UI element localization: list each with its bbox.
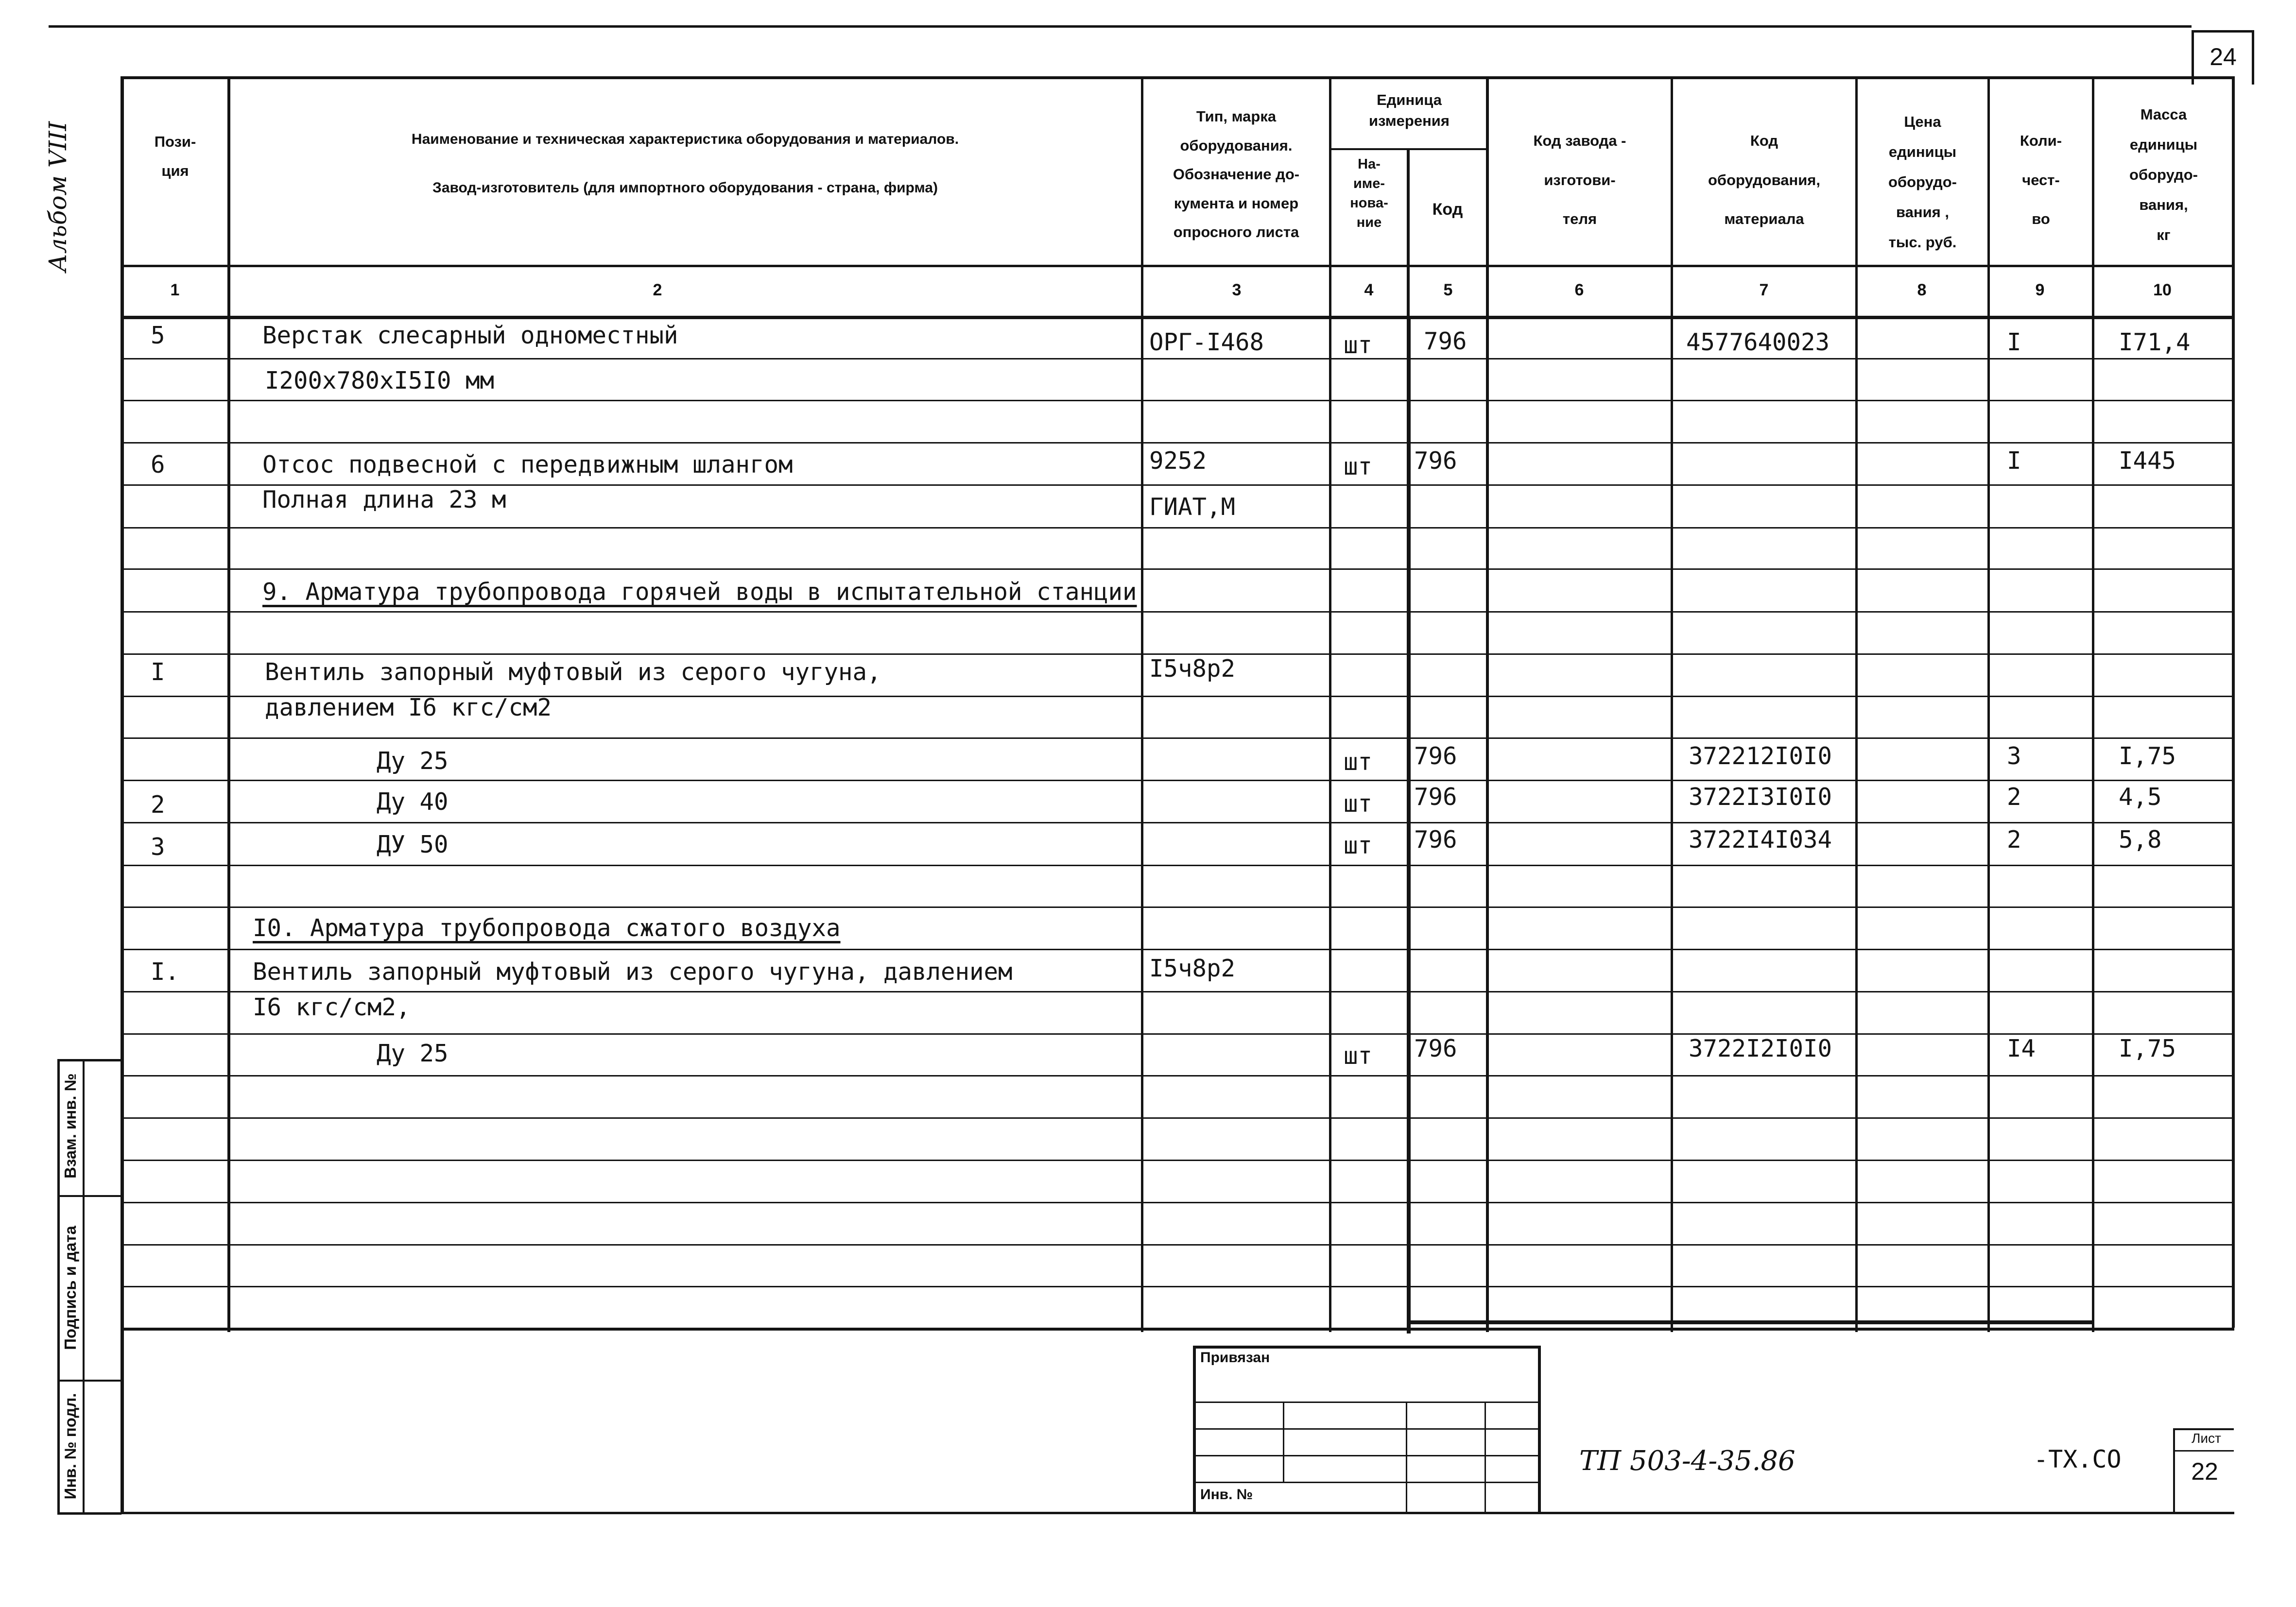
sheet-number-box-top	[2192, 30, 2254, 33]
table-row-name: Ду 40	[377, 788, 449, 816]
privyazan-label: Привязан	[1200, 1350, 1270, 1366]
table-row-type: ОРГ-I468	[1149, 328, 1264, 356]
table-row-equip-code: 3722I4I034	[1689, 826, 1832, 854]
header-quantity: Коли- чест- во	[2020, 132, 2062, 228]
header-price: Цена единицы оборудо- вания , тыс. руб.	[1888, 113, 1957, 251]
header-unit-name: На- име- нова- ние	[1350, 156, 1388, 231]
header-name-line2: Завод-изготовитель (для импортного оборудования - страна, фирма)	[432, 180, 938, 196]
colnum-10: 10	[2153, 281, 2172, 299]
table-row-type: 9252	[1149, 447, 1207, 475]
table-row-pos: I.	[151, 958, 180, 986]
table-row-name: давлением I6 кгс/см2	[265, 694, 552, 721]
table-row-code: 796	[1414, 742, 1457, 770]
colnum-5: 5	[1443, 281, 1453, 299]
colnum-7: 7	[1759, 281, 1769, 299]
colnum-3: 3	[1232, 281, 1242, 299]
table-row-equip-code: 3722I3I0I0	[1689, 783, 1832, 811]
section-heading: 9. Арматура трубопровода горячей воды в испытательной станции	[262, 578, 1137, 606]
side-field-vzam-inv: Взам. инв. №	[61, 1073, 79, 1179]
table-row-code: 796	[1414, 826, 1457, 854]
table-row-name: Ду 25	[377, 747, 449, 775]
header-name-line1: Наименование и техническая характеристика оборудования и материалов.	[411, 131, 959, 147]
table-row-mass: I71,4	[2119, 328, 2191, 356]
inv-number-label: Инв. №	[1200, 1487, 1253, 1503]
table-row-unit: шт	[1344, 832, 1373, 859]
table-row-type: ГИАТ,М	[1149, 493, 1236, 521]
header-equip-code: Код оборудования, материала	[1708, 132, 1820, 228]
table-row-name: Полная длина 23 м	[262, 486, 506, 513]
table-row-mass: I445	[2119, 447, 2176, 475]
table-row-code: 796	[1414, 447, 1457, 475]
table-row-mass: 4,5	[2119, 783, 2162, 811]
table-row-code: 796	[1414, 783, 1457, 811]
colnum-2: 2	[653, 281, 662, 299]
sheet-number: 24	[2210, 43, 2237, 70]
table-row-name: Отсос подвесной с передвижным шлангом	[262, 451, 793, 479]
table-row-equip-code: 4577640023	[1686, 328, 1830, 356]
side-field-inv-podl: Инв. № подл.	[61, 1393, 79, 1500]
table-row-equip-code: 3722I2I0I0	[1689, 1035, 1832, 1062]
table-row-pos: 6	[151, 451, 165, 479]
table-row-name: ДУ 50	[377, 831, 449, 858]
table-row-unit: шт	[1344, 790, 1373, 818]
table-row-code: 796	[1424, 327, 1467, 355]
table-row-pos: 3	[151, 833, 165, 861]
table-row-qty: I	[2007, 328, 2021, 356]
table-row-pos: I	[151, 658, 165, 686]
top-border-line	[49, 25, 2192, 28]
table-row-qty: I4	[2007, 1035, 2036, 1062]
table-row-qty: I	[2007, 447, 2021, 475]
table-row-name: Вентиль запорный муфтовый из серого чугуна,	[265, 658, 881, 686]
table-row-type: I5ч8р2	[1149, 955, 1236, 982]
table-row-mass: I,75	[2119, 742, 2176, 770]
table-row-name: I6 кгс/см2,	[253, 993, 411, 1021]
table-row-equip-code: 372212I0I0	[1689, 742, 1832, 770]
sheet-value: 22	[2191, 1458, 2218, 1485]
colnum-9: 9	[2035, 281, 2045, 299]
header-plant-code: Код завода - изготови- теля	[1533, 132, 1626, 228]
table-row-name: Вентиль запорный муфтовый из серого чугуна, давлением	[253, 958, 1013, 986]
table-row-unit: шт	[1344, 748, 1373, 776]
header-position: Пози- ция	[154, 133, 196, 180]
section-heading: I0. Арматура трубопровода сжатого воздуха	[253, 914, 841, 942]
document-suffix: -ТХ.СО	[2034, 1445, 2122, 1473]
table-row-unit: шт	[1344, 1042, 1373, 1070]
header-type: Тип, марка оборудования. Обозначение до- кумента и номер опросного листа	[1173, 108, 1300, 241]
sheet-label: Лист	[2192, 1431, 2221, 1446]
table-row-name: I200x780xI5I0 мм	[265, 367, 495, 394]
table-row-code: 796	[1414, 1035, 1457, 1062]
table-row-qty: 2	[2007, 783, 2021, 811]
sheet-number-box-right	[2252, 30, 2254, 85]
table-row-name: Ду 25	[377, 1040, 449, 1067]
table-row-type: I5ч8р2	[1149, 655, 1236, 683]
colnum-1: 1	[170, 281, 180, 299]
table-row-unit: шт	[1344, 331, 1373, 359]
table-row-unit: шт	[1344, 453, 1373, 480]
table-row-qty: 2	[2007, 826, 2021, 854]
table-row-pos: 2	[151, 791, 165, 819]
table-row-pos: 5	[151, 322, 165, 349]
colnum-8: 8	[1917, 281, 1927, 299]
table-row-mass: I,75	[2119, 1035, 2176, 1062]
table-row-mass: 5,8	[2119, 826, 2162, 854]
colnum-6: 6	[1574, 281, 1584, 299]
header-mass: Масса единицы оборудо- вания, кг	[2129, 106, 2198, 243]
header-unit-code: Код	[1432, 200, 1463, 219]
side-field-podpis-data: Подпись и дата	[61, 1226, 79, 1350]
colnum-4: 4	[1364, 281, 1374, 299]
album-label: Альбом VIII	[44, 121, 72, 272]
document-code: ТП 503-4-35.86	[1579, 1445, 1795, 1477]
table-row-qty: 3	[2007, 742, 2021, 770]
table-row-name: Верстак слесарный одноместный	[262, 322, 678, 349]
header-unit-group: Единица измерения	[1369, 91, 1450, 130]
